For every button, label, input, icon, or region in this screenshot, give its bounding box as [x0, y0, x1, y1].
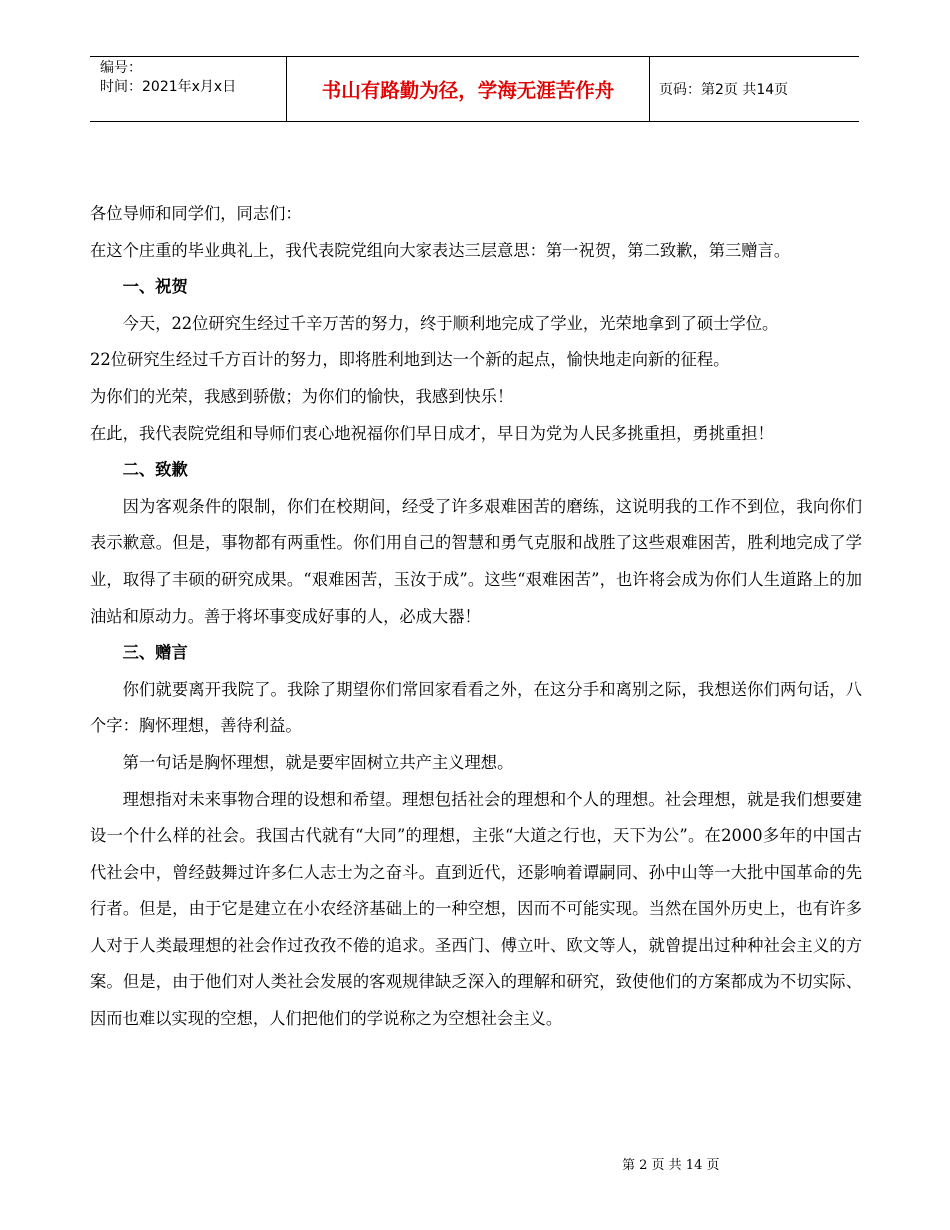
section3-title: 三、赠言 [122, 643, 188, 663]
section2-title: 二、致歉 [122, 460, 188, 480]
header-slogan: 书山有路勤为径，学海无涯苦作舟 [287, 57, 650, 121]
section1-paragraph-4: 在此，我代表院党组和导师们衷心地祝福你们早日成才，早日为党为人民多挑重担，勇挑重担！ [90, 423, 774, 443]
salutation: 各位导师和同学们，同志们： [90, 204, 302, 223]
intro-paragraph: 在这个庄重的毕业典礼上，我代表院党组向大家表达三层意思：第一祝贺，第二致歉，第三赠言。 [90, 240, 791, 260]
header-page-info: 页码：第2页 共14页 [659, 82, 789, 98]
section3-paragraph-2: 第一句话是胸怀理想，就是要牢固树立共产主义理想。 [122, 752, 514, 772]
date-label: 时间：2021年x月x日 [100, 79, 237, 95]
section2-paragraph-1: 因为客观条件的限制，你们在校期间，经受了许多艰难困苦的磨练，这说明我的工作不到位，我向你们表示歉意。但是，事物都有两重性。你们用自己的智慧和勇气克服和战胜了这些艰难困苦，胜利地完成了学业，取得了丰硕的研究成果。“艰难困苦，玉汝于成”。这些“艰难困苦”，也许将会成为你们人生道路上的加油站和原动力。善于将坏事变成好事的人，必成大器！ [90, 496, 862, 626]
section3-paragraph-3: 理想指对未来事物合理的设想和希望。理想包括社会的理想和个人的理想。社会理想，就是我们想要建设一个什么样的社会。我国古代就有“大同”的理想，主张“大道之行也，天下为公”。在2000多年的中国古代社会中，曾经鼓舞过许多仁人志士为之奋斗。直到近代，还影响着谭嗣同、孙中山等一大批中国革命的先行者。但是，由于它是建立在小农经济基础上的一种空想，因而不可能实现。当然在国外历史上，也有许多人对于人类最理想的社会作过孜孜不倦的追求。圣西门、傅立叶、欧文等人，就曾提出过种种社会主义的方案。但是，由于他们对人类社会发展的客观规律缺乏深入的理解和研究，致使他们的方案都成为不切实际、因而也难以实现的空想，人们把他们的学说称之为空想社会主义。 [90, 789, 862, 1029]
number-label: 编号： [100, 60, 142, 76]
section1-paragraph-1: 今天，22位研究生经过千辛万苦的努力，终于顺利地完成了学业，光荣地拿到了硕士学位。 [122, 313, 779, 333]
header-meta [90, 57, 287, 121]
page-header [90, 56, 859, 122]
footer-page-number: 第 2 页 共 14 页 [622, 1158, 720, 1173]
section1-paragraph-2: 22位研究生经过千方百计的努力，即将胜利地到达一个新的起点，愉快地走向新的征程。 [90, 350, 730, 370]
section1-paragraph-3: 为你们的光荣，我感到骄傲；为你们的愉快，我感到快乐！ [90, 386, 514, 406]
document-body [90, 196, 862, 1038]
section1-title: 一、祝贺 [122, 277, 188, 297]
section3-paragraph-1: 你们就要离开我院了。我除了期望你们常回家看看之外，在这分手和离别之际，我想送你们两句话，八个字：胸怀理想，善待利益。 [90, 679, 862, 736]
